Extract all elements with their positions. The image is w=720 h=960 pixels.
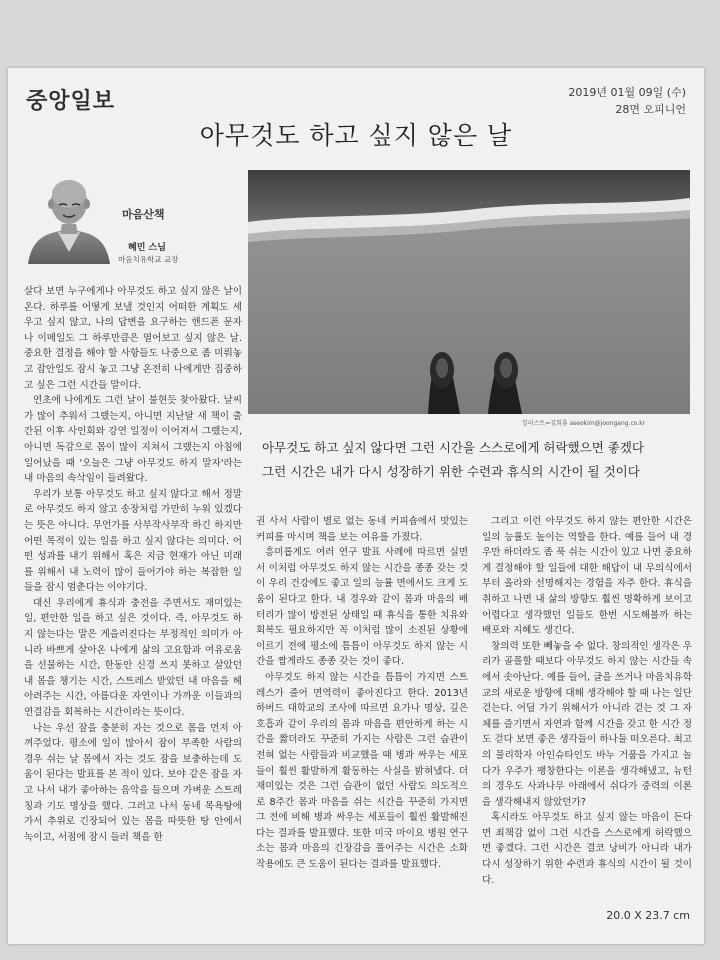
paragraph: 대신 우리에게 휴식과 충전을 주면서도 재미있는 일, 편안한 일을 하고 싶은 것이다. 즉, 아무것도 하지 않는다는 말은 게을러진다는 부정적인 의미가 아니라 바쁘게 살아온 나에게 삶의 고요함과 여유로움을 선물하는 시간, 한동안 신경 쓰지 못하고 살았던 내 몸을 챙기는 시간, 스트레스 받았던 내 마음을 헤아려주는 시간, 아름다운 자연이나 가까운 이들과의 연결감을 회복하는 시간이라는 뜻이다. <box>24 597 242 719</box>
paragraph: 연초에 나에게도 그런 날이 불현듯 찾아왔다. 날씨가 많이 추워서 그랬는지, 아니면 지난달 새 책이 출간된 이후 사인회와 강연 일정이 이어져서 그랬는지, 아니면 독감으로 몸이 많이 지쳐서 그랬는지 아침에 일어났을 때 '오늘은 그냥 아무것도 하지 말자'라는 내 마음의 속삭임이 들려왔다. <box>24 395 242 485</box>
dateline <box>568 84 686 118</box>
paragraph: 그리고 이런 아무것도 하지 않는 편안한 시간은 일의 능률도 높이는 역할을 한다. 예를 들어 내 경우만 하더라도 좀 푹 쉬는 시간이 있고 나면 중요하게 결정해야 할 일들에 대한 해답이 내 무의식에서부터 올라와 선명해지는 경험을 자주 한다. 휴식을 취하고 나면 내 삶의 방향도 훨씬 명확하게 보이고 어렵다고 생각했던 일들도 한번 시도해볼까 하는 배포와 지혜도 생긴다. <box>482 516 692 637</box>
clipping-size: 20.0 X 23.7 cm <box>606 909 690 922</box>
author-portrait <box>24 172 114 264</box>
photo-credit: 일러스트=김회룡 aseokim@joongang.co.kr <box>522 420 646 427</box>
publish-date: 2019년 01월 09일 (수) <box>568 86 686 99</box>
paragraph: 나는 우선 잠을 충분히 자는 것으로 몸을 먼저 아껴주었다. 평소에 일이 많아서 잠이 부족한 사람의 경우 쉬는 날 몸에서 자는 것도 잠을 보충하는데 도움이 된다는 발표를 본 적이 있다. 보야 같은 잠을 자고 나서 내가 좋아하는 음악을 들으며 가벼운 스트레칭과 기도 명상을 했다. 그러고 나서 동네 목욕탕에 가서 추위로 긴장되어 있는 몸을 따뜻한 탕 안에서 녹이고, 서점에 잠시 들러 책을 한 <box>24 722 242 843</box>
pull-quote-line: 아무것도 하고 싶지 않다면 그런 시간을 스스로에게 허락했으면 좋겠다 <box>262 440 644 455</box>
paragraph: 우리가 보통 아무것도 하고 싶지 않다고 해서 정말로 아무것도 하지 않고 송장처럼 가만히 누워 있겠다는 뜻은 아니다. 무언가를 사부작사부작 하긴 하지만 어떤 목적이 있는 일을 하고 싶지 않다는 의미다. 어떤 성과를 내기 위해서 혹은 지금 현재가 아닌 미래를 위해서 내 노력이 많이 들어가야 하는 복잡한 일들을 잠시 멈춘다는 이야기다. <box>24 488 242 594</box>
beach-feet-illustration <box>248 170 690 414</box>
body-column-3 <box>482 514 692 888</box>
paragraph: 혹시라도 아무것도 하고 싶지 않는 마음이 든다면 죄책감 없이 그런 시간을 스스로에게 허락했으면 좋겠다. 그런 시간은 결코 낭비가 아니라 내가 다시 성장하기 위한 수련과 휴식의 시간이 될 것이다. <box>482 812 692 886</box>
pull-quote <box>262 436 692 484</box>
paragraph: 창의력 또한 빼놓을 수 없다. 창의적인 생각은 우리가 골몰할 때보다 아무것도 하지 않는 시간들 속에서 솟아난다. 예를 들어, 글을 쓰거나 마음치유학교의 새로운 방향에 대해 생각해야 할 때 나는 일단 걷는다. 어딜 가기 위해서가 아니라 걷는 것 그 자체를 즐기면서 자연과 함께 시간을 갖고 한 시간 정도 걷다 보면 좋은 생각들이 하나둘 떠오른다. 최고의 물리학자 아인슈타인도 바누 거품을 가지고 놀다가 우주가 팽창한다는 이론을 생각해냈고, 뉴턴의 경우도 사과나무 아래에서 쉬다가 중력의 이론을 생각해내지 않았던가? <box>482 640 692 808</box>
paragraph: 아무것도 하지 않는 시간을 틈틈이 가지면 스트레스가 줄어 면역력이 좋아진다고 한다. 2013년 하버드 대학교의 조사에 따르면 요가나 명상, 깊은 호흡과 같이 우리의 몸과 마음을 편안하게 하는 시간을 짧더라도 꾸준히 가지는 사람은 그런 습관이 전혀 없는 사람들과 비교했을 때 병과 싸우는 세포들이 훨씬 활발하게 활동하는 사실을 밝혀냈다. 더 재미있는 것은 그런 습관이 없던 사람도 의도적으로 8주간 몸과 마음을 쉬는 시간을 꾸준히 가지면 그 전에 비해 병과 싸우는 세포들이 훨씬 활발해진다는 결과를 발표했다. 또한 미국 마이요 병원 연구소는 몸과 마음의 긴장감을 풀어주는 시간은 소화 작용에도 큰 도움이 된다는 결과를 발표했다. <box>256 671 468 871</box>
page-section: 28면 오피니언 <box>615 103 686 116</box>
paragraph: 권 사서 사람이 별로 없는 동네 커피숍에서 맛있는 커피를 마시며 책을 보는 여유를 가졌다. <box>256 516 468 543</box>
article-photo <box>248 170 690 414</box>
body-column-1 <box>24 284 242 845</box>
monk-portrait-icon <box>24 172 114 264</box>
newspaper-logo: 중앙일보 <box>26 89 116 114</box>
paragraph: 흥미롭게도 여러 연구 발표 사례에 따르면 실면서 이처럼 아무것도 하지 않는 시간을 종종 갖는 것이 우리 건강에도 좋고 일의 능률 면에서도 크게 도움이 된다고 한다. 내 경우와 같이 몸과 마음의 배터리가 많이 방전된 상태일 때 휴식을 통한 치유와 회복도 필요하지만 꼭 이처럼 많이 소진된 상황에 이르기 전에 평소에 틈틈이 아무것도 하지 않는 시간을 짬게라도 종종 갖는 것이 좋다. <box>256 547 468 668</box>
column-name: 마음산책 <box>122 208 165 221</box>
author-name: 혜민 스님 <box>128 243 166 253</box>
body-column-2 <box>256 514 468 873</box>
pull-quote-line: 그런 시간은 내가 다시 성장하기 위한 수련과 휴식의 시간이 될 것이다 <box>262 464 640 479</box>
newspaper-clipping <box>8 68 704 944</box>
paragraph: 살다 보면 누구에게나 아무것도 하고 싶지 않은 날이 온다. 하루를 어떻게 보낼 것인지 어떠한 계획도 세우고 싶지 않고, 나의 답변을 요구하는 핸드폰 문자나 이메일도 그 하루만큼은 열어보고 싶지 않은 날. 중요한 결정을 해야 할 사항들도 나중으로 좀 미뤄놓고 잡안일도 잠시 놓고 그냥 온전히 나에게만 집중하고 싶은 그런 시간들 말이다. <box>24 286 242 391</box>
author-title: 마음치유학교 교장 <box>118 255 179 264</box>
article-title: 아무것도 하고 싶지 않은 날 <box>199 121 513 150</box>
